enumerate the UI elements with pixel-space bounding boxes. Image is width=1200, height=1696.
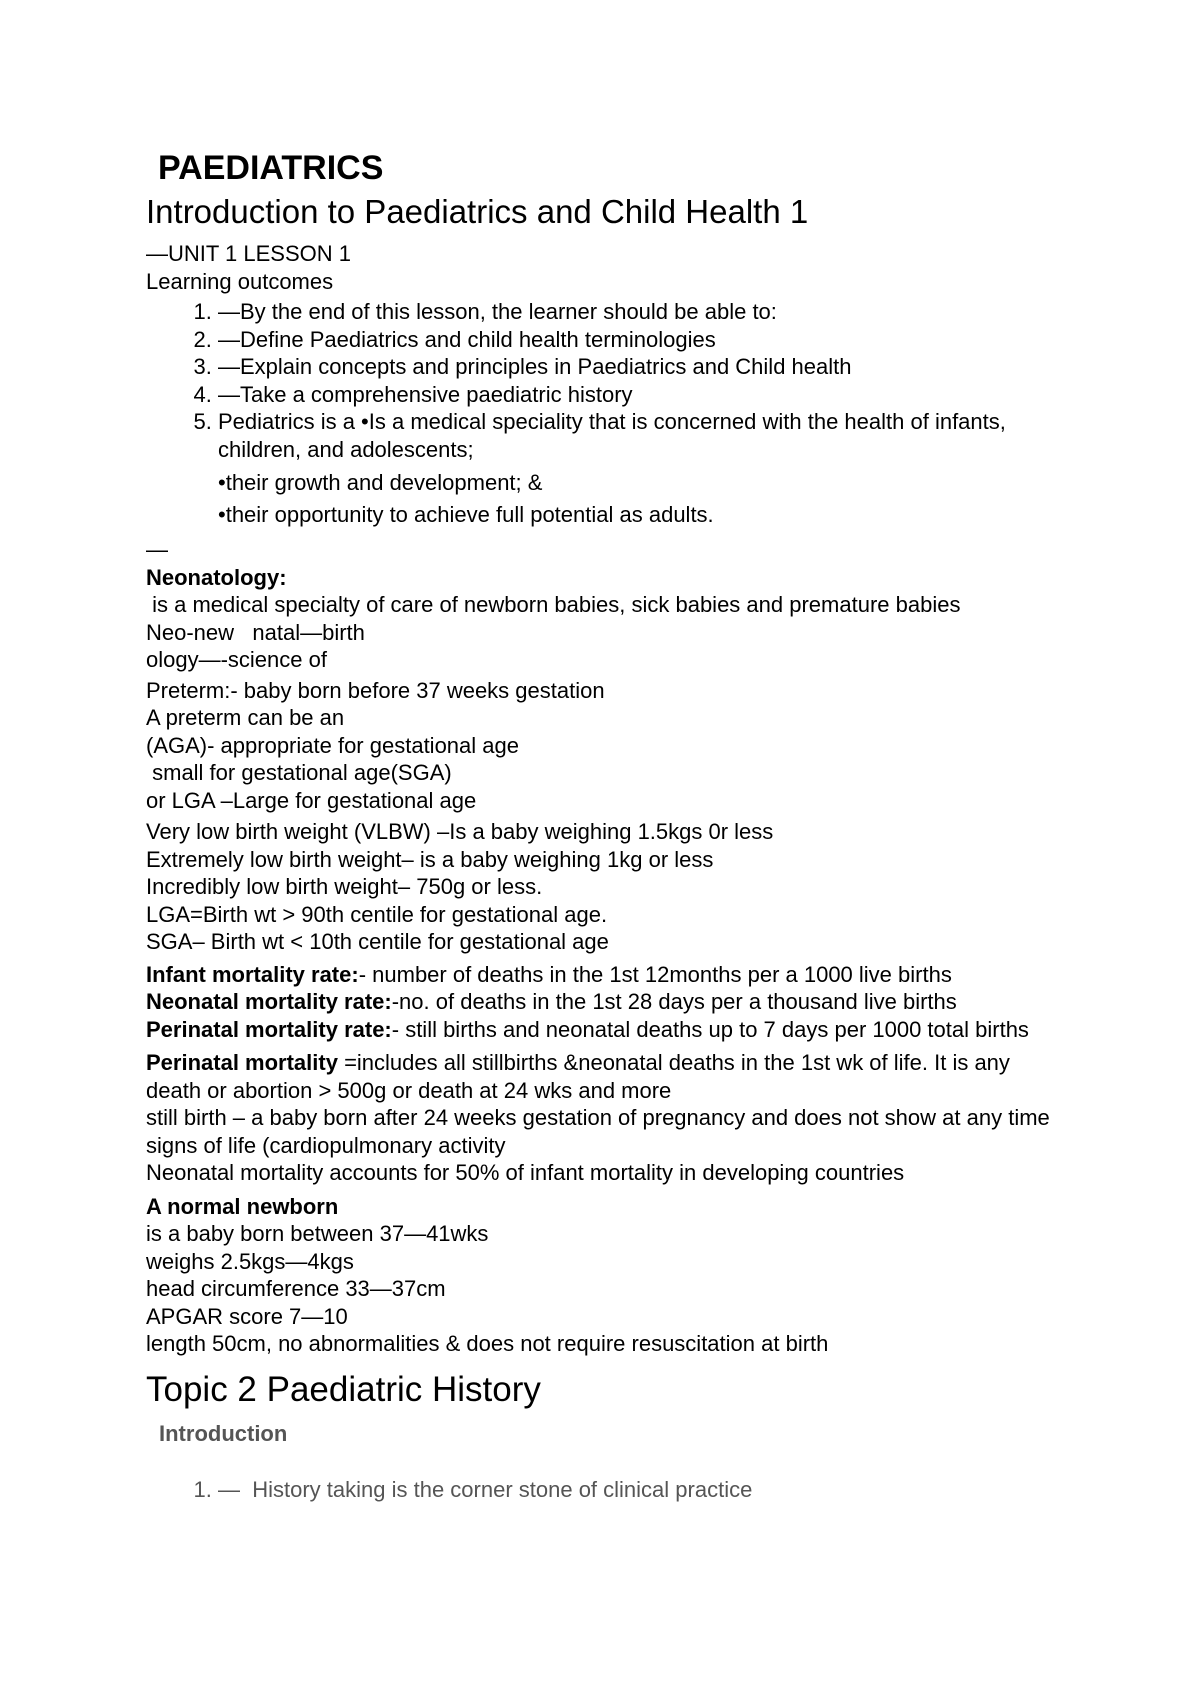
rate-text: - still births and neonatal deaths up to 7 days per 1000 total births	[391, 1016, 1029, 1042]
neonatal-accounts-line: Neonatal mortality accounts for 50% of infant mortality in developing countries	[146, 1160, 905, 1185]
perinatal-label: Perinatal mortality	[146, 1050, 338, 1075]
outcome-item: 4. —Take a comprehensive paediatric history	[218, 381, 1086, 409]
doc-title: PAEDIATRICS	[158, 149, 384, 187]
bullet-growth: •their growth and development; &	[218, 470, 543, 495]
rate-infant	[146, 961, 1086, 989]
neonatology-line: is a medical specialty of care of newborn babies, sick babies and premature babies	[146, 592, 961, 617]
bullet-potential: •their opportunity to achieve full potential as adults.	[218, 501, 714, 527]
rate-neonatal	[146, 988, 1086, 1016]
newborn-line: weighs 2.5kgs—4kgs	[146, 1248, 354, 1274]
introduction-heading: Introduction	[159, 1420, 288, 1446]
doc-subtitle: Introduction to Paediatrics and Child Health 1	[146, 193, 809, 230]
newborn-line: APGAR score 7—10	[146, 1303, 348, 1329]
neonatology-line: Neo-new natal—birth	[146, 619, 365, 645]
preterm-line: Preterm:- baby born before 37 weeks gestation	[146, 677, 605, 703]
rate-label: Infant mortality rate:	[146, 961, 359, 987]
topic2-title: Topic 2 Paediatric History	[146, 1369, 541, 1409]
newborn-line: is a baby born between 37—41wks	[146, 1221, 489, 1246]
perinatal-text: =includes all stillbirths &neonatal deaths in the 1st wk of life. It is any death or abortion > 500g or death at 24 wks and more	[146, 1050, 1010, 1103]
learning-outcomes-label: Learning outcomes	[146, 268, 334, 294]
outcome-item: 5. Pediatrics is a •Is a medical speciality that is concerned with the health of infants, children, and adolescents;	[218, 408, 1008, 463]
unit-label: —UNIT 1 LESSON 1	[146, 241, 351, 266]
history-list	[146, 1476, 1086, 1504]
outcomes-list	[146, 298, 1086, 463]
outcome-item: 3. —Explain concepts and principles in Paediatrics and Child health	[218, 353, 1086, 381]
document-page	[146, 148, 1086, 1504]
outcome-item: 2. —Define Paediatrics and child health terminologies	[218, 326, 1086, 354]
weight-line: LGA=Birth wt > 90th centile for gestational age.	[146, 901, 608, 927]
preterm-line: A preterm can be an	[146, 705, 345, 730]
preterm-line: or LGA –Large for gestational age	[146, 787, 477, 813]
rate-label: Perinatal mortality rate:	[146, 1016, 392, 1042]
perinatal-mortality	[146, 1049, 1066, 1104]
weight-line: Incredibly low birth weight– 750g or less.	[146, 874, 543, 899]
weight-line: SGA– Birth wt < 10th centile for gestational age	[146, 929, 609, 954]
preterm-line: small for gestational age(SGA)	[146, 760, 452, 785]
rate-text: - number of deaths in the 1st 12months per a 1000 live births	[358, 961, 952, 987]
neonatology-heading: Neonatology:	[146, 564, 287, 590]
newborn-heading: A normal newborn	[146, 1193, 339, 1219]
history-item: 1. — History taking is the corner stone of clinical practice	[218, 1476, 1086, 1504]
outcome-item: 1. —By the end of this lesson, the learner should be able to:	[218, 298, 1086, 326]
rate-text: -no. of deaths in the 1st 28 days per a thousand live births	[391, 989, 957, 1014]
rate-perinatal	[146, 1016, 1066, 1044]
rate-label: Neonatal mortality rate:	[146, 989, 392, 1014]
newborn-line: length 50cm, no abnormalities & does not require resuscitation at birth	[146, 1331, 829, 1356]
dash-separator: —	[146, 537, 168, 562]
weight-line: Extremely low birth weight– is a baby weighing 1kg or less	[146, 846, 714, 872]
stillbirth-line: still birth – a baby born after 24 weeks gestation of pregnancy and does not show at any time signs of life (cardiopulmonary activity	[146, 1105, 1050, 1158]
weight-line: Very low birth weight (VLBW) –Is a baby weighing 1.5kgs 0r less	[146, 819, 774, 844]
neonatology-line: ology—-science of	[146, 647, 327, 672]
preterm-line: (AGA)- appropriate for gestational age	[146, 732, 519, 758]
newborn-line: head circumference 33—37cm	[146, 1276, 446, 1301]
